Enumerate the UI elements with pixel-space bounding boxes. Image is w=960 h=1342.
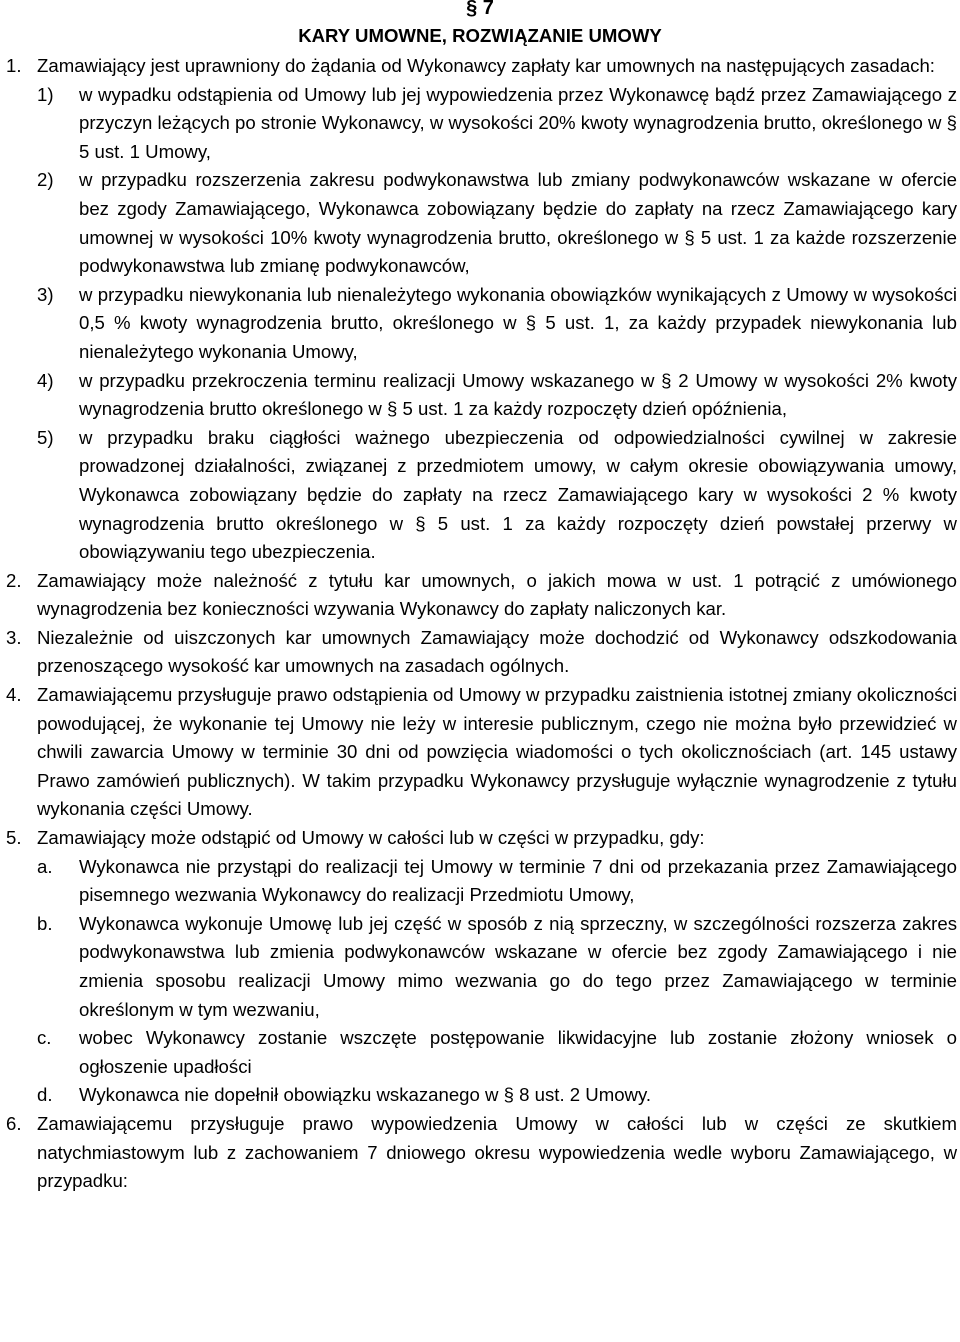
subclause-text: Wykonawca nie dopełnił obowiązku wskazanego w § 8 ust. 2 Umowy.	[79, 1084, 652, 1106]
subclause-1-5	[0, 424, 960, 567]
clause-1	[0, 52, 960, 81]
subclause-letter: d.	[37, 1084, 53, 1106]
clause-number: 4.	[6, 684, 22, 706]
subclause-1-4	[0, 367, 960, 424]
clause-2	[0, 567, 960, 624]
subclause-number: 4)	[37, 369, 54, 391]
clause-text: Zamawiający jest uprawniony do żądania od Wykonawcy zapłaty kar umownych na następujących zasadach:	[37, 55, 935, 76]
clause-4	[0, 681, 960, 824]
subclause-5-d	[0, 1081, 960, 1110]
subclause-letter: c.	[37, 1027, 52, 1049]
clause-number: 1.	[6, 55, 22, 76]
clause-number: 2.	[6, 569, 22, 591]
clause-number: 6.	[6, 1112, 22, 1134]
subclause-text: w przypadku rozszerzenia zakresu podwykonawstwa lub zmiany podwykonawców wskazane w ofercie bez zgody Zamawiającego, Wykonawca zobowiązany będzie do zapłaty na rzecz Zamawiającego kary umownej w wysokości 10% kwoty wynagrodzenia brutto, określonego w § 5 ust. 1 za każde rozszerzenie podwykonawstwa lub zmianę podwykonawców,	[79, 169, 957, 277]
subclause-number: 3)	[37, 283, 54, 305]
subclause-text: Wykonawca nie przystąpi do realizacji tej Umowy w terminie 7 dni od przekazania przez Zamawiającego pisemnego wezwania Wykonawcy do realizacji Przedmiotu Umowy,	[79, 855, 957, 906]
subclause-1-3	[0, 281, 960, 367]
subclause-5-b	[0, 910, 960, 1024]
subclause-text: w przypadku braku ciągłości ważnego ubezpieczenia od odpowiedzialności cywilnej w zakresie prowadzonej działalności, związanej z przedmiotem umowy, w całym okresie obowiązywania umowy, Wykonawca zobowiązany będzie do zapłaty na rzecz Zamawiającego kary w wysokości 2 % kwoty wynagrodzenia brutto określonego w § 5 ust. 1 za każdy rozpoczęty dzień powstałej przerwy w obowiązywaniu tego ubezpieczenia.	[79, 426, 957, 563]
clause-text: Zamawiający może odstąpić od Umowy w całości lub w części w przypadku, gdy:	[37, 827, 705, 849]
subclause-text: Wykonawca wykonuje Umowę lub jej część w sposób z nią sprzeczny, w szczególności rozszerza zakres podwykonawstwa lub zmienia podwykonawców wskazane w ofercie bez zgody Zamawiającego i nie zmienia sposobu realizacji Umowy mimo wezwania go do tego przez Zamawiającego w terminie określonym w tym wezwaniu,	[79, 912, 957, 1020]
clause-text: Zamawiającemu przysługuje prawo wypowiedzenia Umowy w całości lub w części ze skutkiem natychmiastowym lub z zachowaniem 7 dniowego okresu wypowiedzenia wedle wyboru Zamawiającego, w przypadku:	[37, 1112, 957, 1192]
clause-text: Zamawiający może należność z tytułu kar umownych, o jakich mowa w ust. 1 potrącić z umówionego wynagrodzenia bez konieczności wzywania Wykonawcy do zapłaty naliczonych kar.	[37, 569, 957, 620]
section-title: KARY UMOWNE, ROZWIĄZANIE UMOWY	[298, 25, 662, 46]
subclause-text: w przypadku niewykonania lub nienależytego wykonania obowiązków wynikających z Umowy w wysokości 0,5 % kwoty wynagrodzenia brutto, określonego w § 5 ust. 1, za każdy przypadek niewykonania lub nienależytego wykonania Umowy,	[79, 283, 957, 362]
subclause-letter: b.	[37, 912, 53, 934]
clause-number: 3.	[6, 626, 22, 648]
subclause-1-2	[0, 166, 960, 280]
subclause-5-c	[0, 1024, 960, 1081]
clause-number: 5.	[6, 827, 22, 849]
clause-6	[0, 1110, 960, 1196]
clause-text: Zamawiającemu przysługuje prawo odstąpienia od Umowy w przypadku zaistnienia istotnej zmiany okoliczności powodującej, że wykonanie tej Umowy nie leży w interesie publicznym, czego nie można było przewidzieć w chwili zawarcia Umowy w terminie 30 dni od powzięcia wiadomości o tych okolicznościach (art. 145 ustawy Prawo zamówień publicznych). W takim przypadku Wykonawcy przysługuje wyłącznie wynagrodzenie z tytułu wykonania części Umowy.	[37, 684, 957, 820]
subclause-number: 2)	[37, 169, 54, 191]
document-body	[0, 52, 960, 1196]
clause-text: Niezależnie od uiszczonych kar umownych Zamawiający może dochodzić od Wykonawcy odszkodowania przenoszącego wysokość kar umownych na zasadach ogólnych.	[37, 626, 957, 677]
subclause-text: w przypadku przekroczenia terminu realizacji Umowy wskazanego w § 2 Umowy w wysokości 2% kwoty wynagrodzenia brutto określonego w § 5 ust. 1 za każdy rozpoczęty dzień opóźnienia,	[79, 369, 957, 420]
subclause-text: wobec Wykonawcy zostanie wszczęte postępowanie likwidacyjne lub zostanie złożony wniosek o ogłoszenie upadłości	[79, 1027, 957, 1077]
subclause-text: w wypadku odstąpienia od Umowy lub jej wypowiedzenia przez Wykonawcę bądź przez Zamawiającego z przyczyn leżących po stronie Wykonawcy, w wysokości 20% kwoty wynagrodzenia brutto, określonego w § 5 ust. 1 Umowy,	[79, 83, 957, 162]
clause-5	[0, 824, 960, 853]
subclause-number: 1)	[37, 83, 54, 105]
subclause-letter: a.	[37, 855, 53, 877]
subclause-1-1	[0, 81, 960, 167]
clause-3	[0, 624, 960, 681]
section-number: § 7	[466, 0, 494, 19]
subclause-number: 5)	[37, 426, 54, 448]
subclause-5-a	[0, 853, 960, 910]
